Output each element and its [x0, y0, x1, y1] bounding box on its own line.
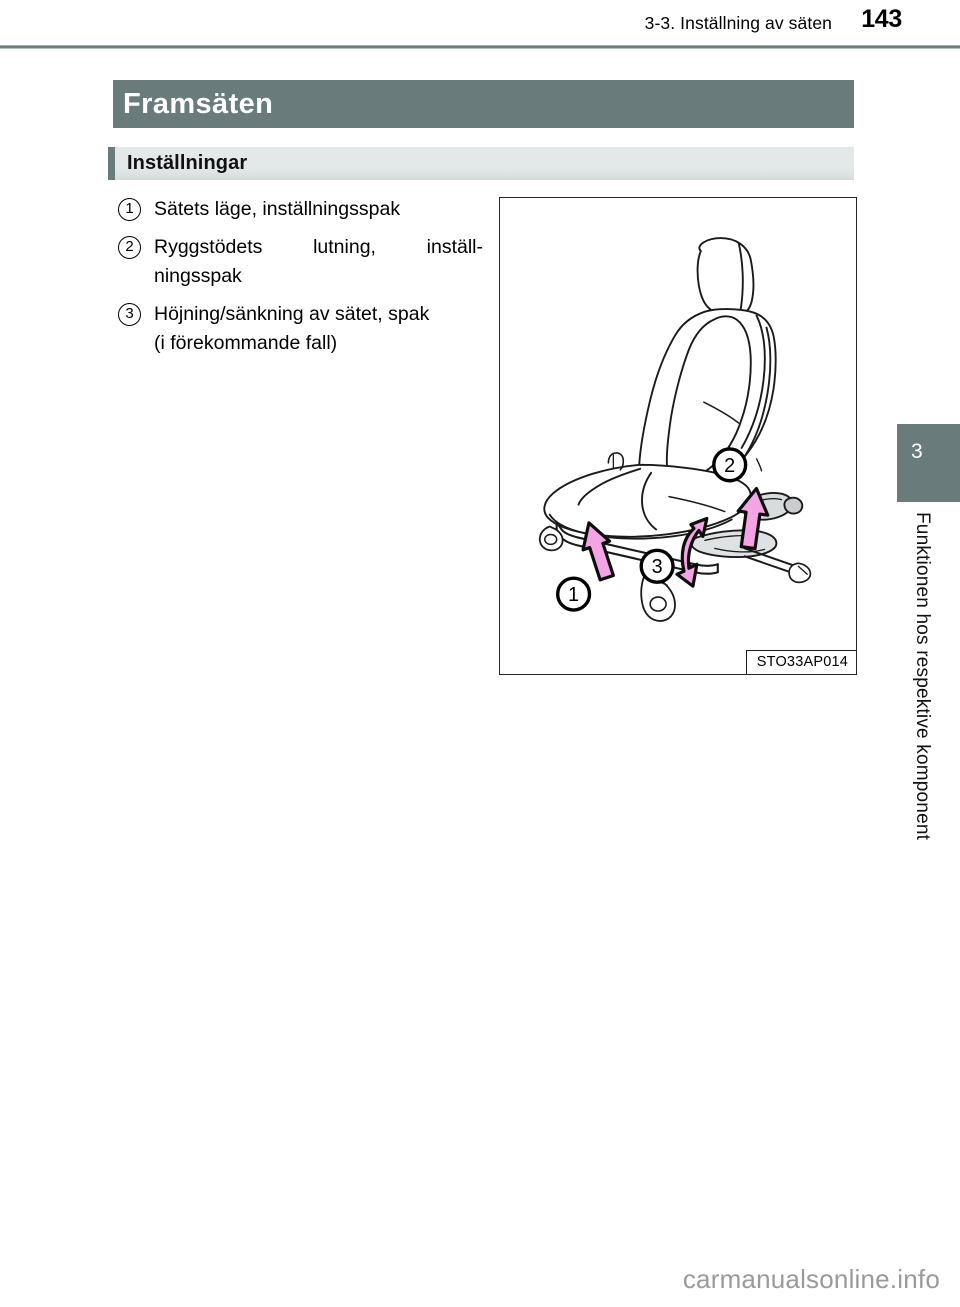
- list-item-text-line1: Höjning/sänkning av sätet, spak: [154, 303, 430, 325]
- svg-text:2: 2: [724, 454, 736, 477]
- subsection-accent-bar: [108, 147, 115, 180]
- chapter-tab-number: 3: [911, 440, 923, 463]
- callout-number-1: 1: [118, 198, 141, 221]
- list-item-text-line2: (i förekommande fall): [154, 332, 338, 354]
- title-left-accent: [108, 80, 113, 128]
- list-item: [118, 233, 483, 291]
- page-header: [0, 0, 960, 45]
- callout-legend-list: [118, 195, 483, 367]
- figure-callout-1: [558, 578, 590, 610]
- chapter-tab-label: Funktionen hos respektive komponent: [912, 512, 933, 841]
- figure-code-label: STO33AP014: [746, 650, 856, 674]
- page-number: 143: [861, 5, 902, 33]
- header-divider-rule: [0, 45, 960, 49]
- list-item: [118, 300, 483, 358]
- figure-illustration-box: [499, 197, 857, 675]
- site-watermark: carmanualsonline.info: [682, 1264, 940, 1294]
- chapter-tab-box: [897, 424, 960, 502]
- section-title-bar: [108, 80, 854, 128]
- page-title: Framsäten: [123, 87, 274, 120]
- front-seat-diagram: [500, 198, 856, 674]
- figure-callout-2: [714, 449, 746, 481]
- subsection-heading: Inställningar: [127, 152, 248, 174]
- callout-number-3: 3: [118, 303, 141, 326]
- figure-callout-3: [641, 550, 673, 582]
- subsection-header: [108, 147, 854, 180]
- header-chapter-title: 3-3. Inställning av säten: [644, 13, 832, 33]
- list-item-text: Sätets läge, inställningsspak: [154, 198, 401, 220]
- svg-text:1: 1: [568, 584, 580, 607]
- list-item-text-line2: ningsspak: [154, 265, 242, 287]
- list-item-text-line1: Ryggstödets lutning, inställ-: [154, 236, 483, 258]
- list-item: [118, 195, 483, 224]
- callout-number-2: 2: [118, 236, 141, 259]
- svg-text:3: 3: [651, 556, 663, 579]
